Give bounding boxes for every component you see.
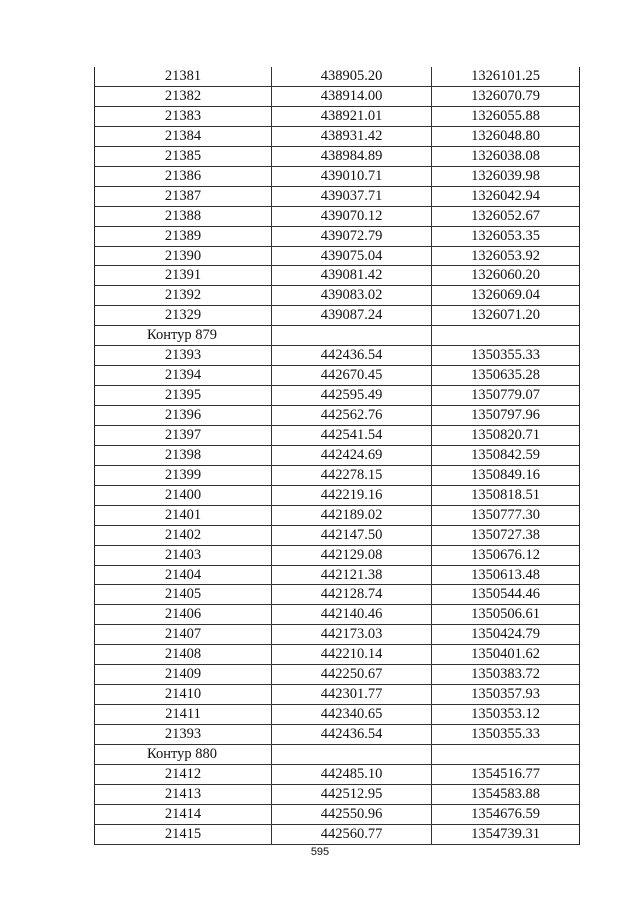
x-coordinate-cell: 442541.54: [272, 426, 432, 445]
point-id-cell: 21392: [95, 286, 272, 305]
point-id-cell: 21395: [95, 386, 272, 405]
x-coordinate-cell: 438914.00: [272, 87, 432, 106]
y-coordinate-cell: 1326070.79: [471, 88, 540, 104]
table-row: [95, 685, 579, 705]
table-row: [95, 366, 579, 386]
y-coordinate-cell: 1350506.61: [471, 606, 540, 623]
point-id-cell: 21408: [95, 645, 272, 664]
y-coordinate-cell: 1326048.80: [471, 127, 540, 144]
x-coordinate-cell: 442436.54: [272, 725, 432, 744]
point-id-cell: 21411: [95, 705, 272, 724]
y-coordinate-cell: 1350355.33: [471, 347, 540, 364]
point-id-cell: 21414: [95, 805, 272, 824]
x-coordinate-cell: 439072.79: [272, 227, 432, 246]
x-coordinate-cell: 439010.71: [272, 167, 432, 186]
table-row: [95, 406, 579, 426]
point-id-cell: 21401: [95, 506, 272, 525]
table-row: [95, 785, 579, 805]
table-row: [95, 386, 579, 406]
x-coordinate-cell: 438931.42: [272, 127, 432, 146]
x-coordinate-cell: 442210.14: [272, 645, 432, 664]
empty-cell: [432, 326, 579, 345]
point-id-cell: 21382: [95, 87, 272, 106]
point-id-cell: 21413: [95, 785, 272, 804]
y-coordinate-cell: 1326069.04: [471, 287, 540, 304]
section-label: Контур 880: [95, 745, 272, 764]
table-row: [95, 446, 579, 466]
point-id-cell: 21405: [95, 585, 272, 604]
y-coordinate-cell: 1326055.88: [471, 107, 540, 124]
y-coordinate-cell: 1326042.94: [471, 187, 540, 204]
y-coordinate-cell: 1350401.62: [471, 646, 540, 663]
y-coordinate-cell: 1326060.20: [471, 267, 540, 284]
y-coordinate-cell: 1350849.16: [471, 466, 540, 483]
y-coordinate-cell: 1350353.12: [471, 706, 540, 723]
x-coordinate-cell: 442278.15: [272, 466, 432, 485]
table-row: [95, 147, 579, 167]
x-coordinate-cell: 439037.71: [272, 187, 432, 206]
x-coordinate-cell: 442128.74: [272, 585, 432, 604]
table-row: [95, 506, 579, 526]
point-id-cell: 21394: [95, 366, 272, 385]
point-id-cell: 21381: [95, 67, 272, 86]
x-coordinate-cell: 438921.01: [272, 107, 432, 126]
y-coordinate-cell: 1350797.96: [471, 407, 540, 423]
y-coordinate-cell: 1350424.79: [471, 626, 540, 643]
table-row: [95, 286, 579, 306]
table-row: [95, 227, 579, 247]
empty-cell: [432, 745, 579, 764]
point-id-cell: 21398: [95, 446, 272, 465]
section-label: Контур 879: [95, 326, 272, 345]
point-id-cell: 21391: [95, 266, 272, 285]
section-row: [95, 326, 579, 346]
y-coordinate-cell: 1350613.48: [471, 566, 540, 583]
table-row: [95, 247, 579, 267]
x-coordinate-cell: 442250.67: [272, 665, 432, 684]
table-row: [95, 486, 579, 506]
table-row: [95, 725, 579, 745]
empty-cell: [272, 745, 432, 764]
point-id-cell: 21389: [95, 227, 272, 246]
point-id-cell: 21383: [95, 107, 272, 126]
table-row: [95, 187, 579, 207]
y-coordinate-cell: 1350727.38: [471, 526, 540, 543]
x-coordinate-cell: 442129.08: [272, 546, 432, 565]
point-id-cell: 21415: [95, 825, 272, 844]
table-row: [95, 346, 579, 366]
table-row: [95, 426, 579, 446]
x-coordinate-cell: 439081.42: [272, 266, 432, 285]
point-id-cell: 21404: [95, 566, 272, 585]
table-row: [95, 107, 579, 127]
y-coordinate-cell: 1326039.98: [471, 167, 540, 184]
point-id-cell: 21409: [95, 665, 272, 684]
x-coordinate-cell: 442595.49: [272, 386, 432, 405]
point-id-cell: 21402: [95, 526, 272, 545]
x-coordinate-cell: 442189.02: [272, 506, 432, 525]
table-row: [95, 805, 579, 825]
y-coordinate-cell: 1326071.20: [471, 307, 540, 324]
x-coordinate-cell: 442512.95: [272, 785, 432, 804]
table-row: [95, 585, 579, 605]
table-row: [95, 526, 579, 546]
y-coordinate-cell: 1350357.93: [471, 686, 540, 703]
point-id-cell: 21412: [95, 765, 272, 784]
table-row: [95, 605, 579, 625]
y-coordinate-cell: 1326038.08: [471, 147, 540, 164]
x-coordinate-cell: 442560.77: [272, 825, 432, 844]
y-coordinate-cell: 1354516.77: [471, 765, 540, 782]
point-id-cell: 21399: [95, 466, 272, 485]
empty-cell: [272, 326, 432, 345]
point-id-cell: 21390: [95, 247, 272, 266]
x-coordinate-cell: 438905.20: [272, 67, 432, 86]
x-coordinate-cell: 442424.69: [272, 446, 432, 465]
table-row: [95, 67, 579, 87]
table-row: [95, 207, 579, 227]
point-id-cell: 21329: [95, 306, 272, 325]
x-coordinate-cell: 439075.04: [272, 247, 432, 266]
y-coordinate-cell: 1326052.67: [471, 207, 540, 224]
point-id-cell: 21396: [95, 406, 272, 425]
x-coordinate-cell: 442485.10: [272, 765, 432, 784]
table-row: [95, 825, 579, 845]
x-coordinate-cell: 439087.24: [272, 306, 432, 325]
x-coordinate-cell: 442550.96: [272, 805, 432, 824]
y-coordinate-cell: 1350842.59: [471, 446, 540, 463]
table-row: [95, 625, 579, 645]
table-row: [95, 705, 579, 725]
x-coordinate-cell: 442340.65: [272, 705, 432, 724]
y-coordinate-cell: 1350355.33: [471, 726, 540, 742]
point-id-cell: 21406: [95, 605, 272, 624]
x-coordinate-cell: 442562.76: [272, 406, 432, 425]
table-row: [95, 566, 579, 586]
y-coordinate-cell: 1350820.71: [471, 426, 540, 443]
table-row: [95, 266, 579, 286]
point-id-cell: 21410: [95, 685, 272, 704]
page-number: 595: [310, 846, 330, 858]
point-id-cell: 21393: [95, 346, 272, 365]
table-row: [95, 127, 579, 147]
point-id-cell: 21400: [95, 486, 272, 505]
y-coordinate-cell: 1350779.07: [471, 387, 540, 404]
table-row: [95, 466, 579, 486]
x-coordinate-cell: 442173.03: [272, 625, 432, 644]
point-id-cell: 21397: [95, 426, 272, 445]
y-coordinate-cell: 1326101.25: [471, 68, 540, 84]
y-coordinate-cell: 1326053.35: [471, 227, 540, 244]
y-coordinate-cell: 1350383.72: [471, 666, 540, 683]
table-row: [95, 87, 579, 107]
y-coordinate-cell: 1354676.59: [471, 805, 540, 822]
y-coordinate-cell: 1350544.46: [471, 586, 540, 603]
point-id-cell: 21403: [95, 546, 272, 565]
y-coordinate-cell: 1326053.92: [471, 247, 540, 264]
table-row: [95, 645, 579, 665]
point-id-cell: 21388: [95, 207, 272, 226]
y-coordinate-cell: 1350635.28: [471, 367, 540, 384]
table-row: [95, 765, 579, 785]
x-coordinate-cell: 438984.89: [272, 147, 432, 166]
x-coordinate-cell: 442436.54: [272, 346, 432, 365]
coordinates-table: [94, 67, 580, 845]
point-id-cell: 21386: [95, 167, 272, 186]
x-coordinate-cell: 439070.12: [272, 207, 432, 226]
x-coordinate-cell: 442121.38: [272, 566, 432, 585]
point-id-cell: 21387: [95, 187, 272, 206]
table-row: [95, 546, 579, 566]
y-coordinate-cell: 1354583.88: [471, 785, 540, 802]
x-coordinate-cell: 442301.77: [272, 685, 432, 704]
table-row: [95, 306, 579, 326]
point-id-cell: 21385: [95, 147, 272, 166]
x-coordinate-cell: 442219.16: [272, 486, 432, 505]
x-coordinate-cell: 442140.46: [272, 605, 432, 624]
x-coordinate-cell: 442147.50: [272, 526, 432, 545]
y-coordinate-cell: 1354739.31: [471, 825, 540, 842]
point-id-cell: 21393: [95, 725, 272, 744]
table-row: [95, 167, 579, 187]
y-coordinate-cell: 1350818.51: [471, 486, 540, 503]
table-row: [95, 665, 579, 685]
x-coordinate-cell: 442670.45: [272, 366, 432, 385]
y-coordinate-cell: 1350777.30: [471, 506, 540, 523]
y-coordinate-cell: 1350676.12: [471, 546, 540, 563]
x-coordinate-cell: 439083.02: [272, 286, 432, 305]
point-id-cell: 21407: [95, 625, 272, 644]
point-id-cell: 21384: [95, 127, 272, 146]
section-row: [95, 745, 579, 765]
